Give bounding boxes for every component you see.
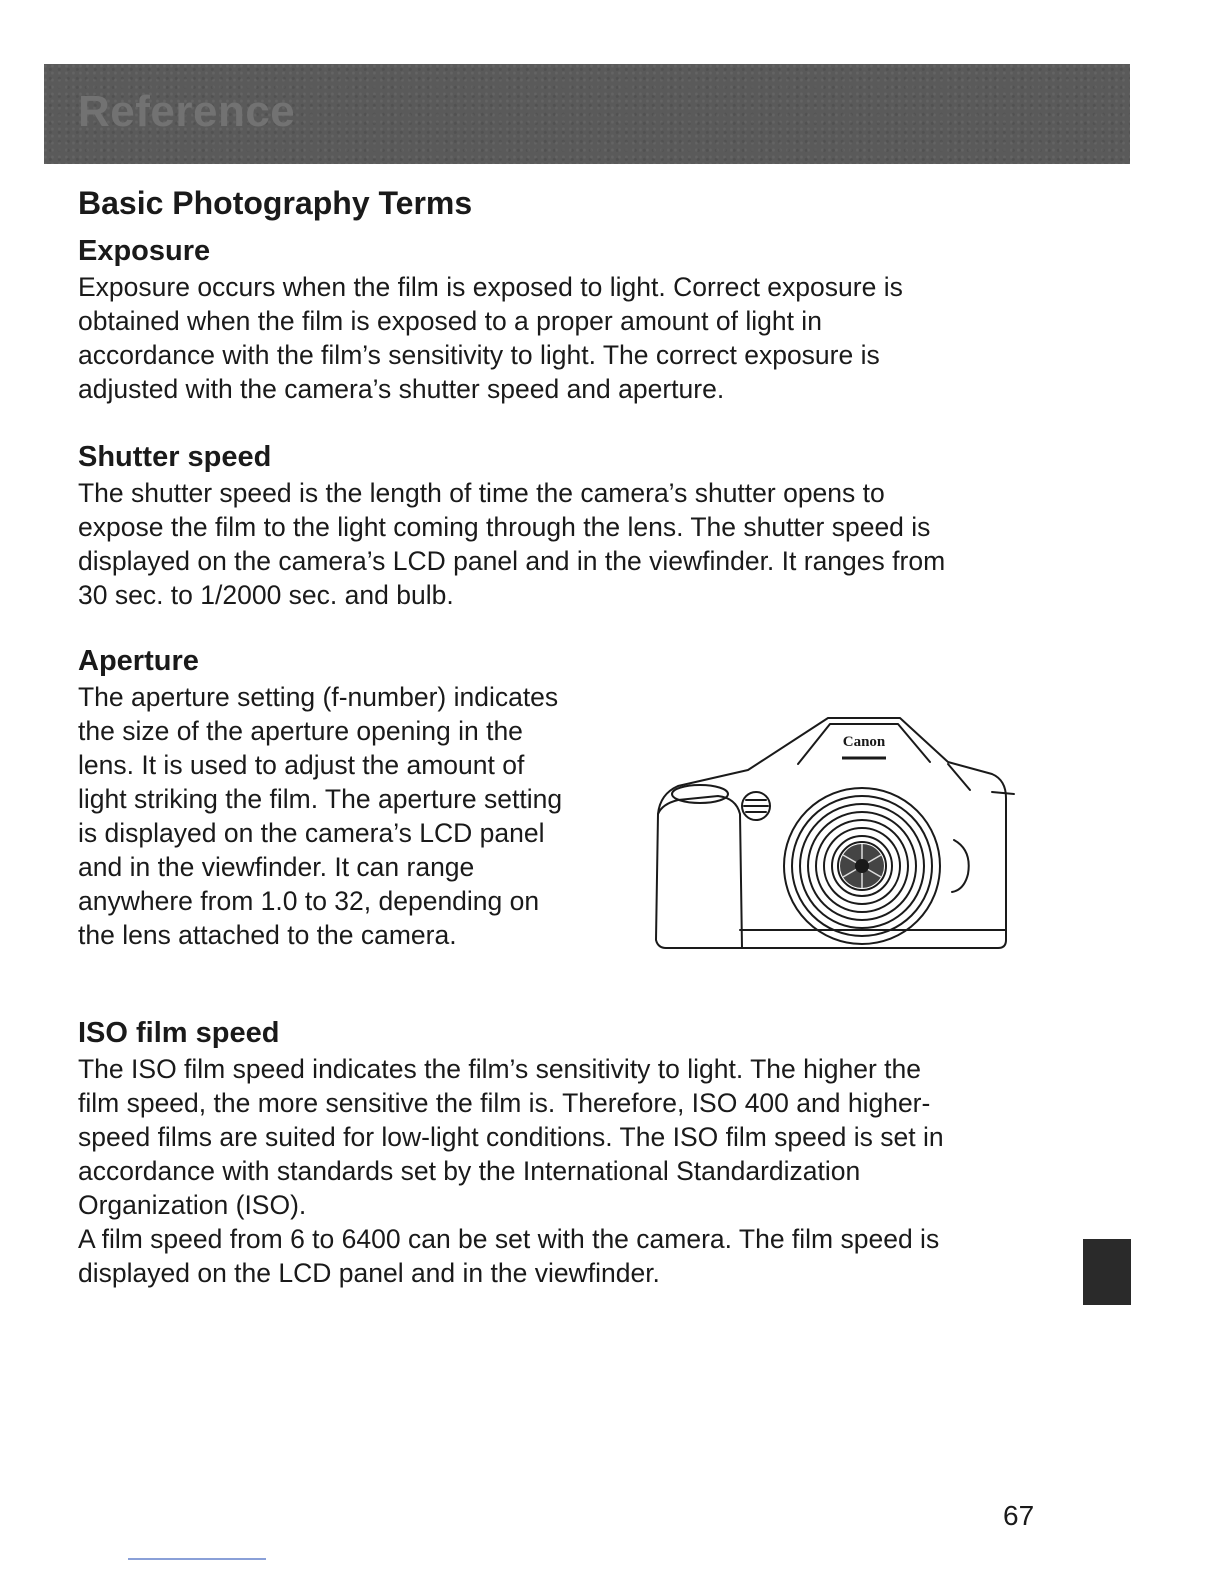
section-header-title: Reference [78,87,296,136]
page-title: Basic Photography Terms [78,185,473,221]
footer-rule [128,1558,266,1560]
page-number: 67 [1003,1500,1035,1531]
exposure-heading: Exposure [78,235,211,267]
shutter-speed-heading: Shutter speed [78,441,272,473]
iso-text: The ISO film speed indicates the film’s sensitivity to light. The higher the film speed, the more sensitive the film is. Therefore, ISO 400 and higher- speed films are suited for low-light conditions. The ISO film speed is set in accordance with standards set by the International Standardization Organization (ISO). A film speed from 6 to 6400 can be set with the camera. The film speed is displayed on the LCD panel and in the viewfinder. [78,1054,944,1288]
exposure-text: Exposure occurs when the film is exposed to light. Correct exposure is obtained when the film is exposed to a proper amount of light in accordance with the film’s sensitivity to light. The correct exposure is adjusted with the camera’s shutter speed and aperture. [78,272,903,404]
shutter-speed-text: The shutter speed is the length of time the camera’s shutter opens to expose the film to the light coming through the lens. The shutter speed is displayed on the camera’s LCD panel and in the viewfinder. It ranges from 30 sec. to 1/2000 sec. and bulb. [78,478,946,610]
aperture-heading: Aperture [78,645,199,677]
camera-brand-label: Canon [842,734,886,750]
aperture-text: The aperture setting (f-number) indicates the size of the aperture opening in the lens. It is used to adjust the amount of light striking the film. The aperture setting is displayed on the camera’s LCD panel and in the viewfinder. It can range anywhere from 1.0 to 32, depending on the lens attached to the camera. [78,682,563,950]
iso-heading: ISO film speed [78,1017,280,1049]
chapter-tab-marker [1083,1239,1131,1305]
camera-icon [648,714,1022,964]
